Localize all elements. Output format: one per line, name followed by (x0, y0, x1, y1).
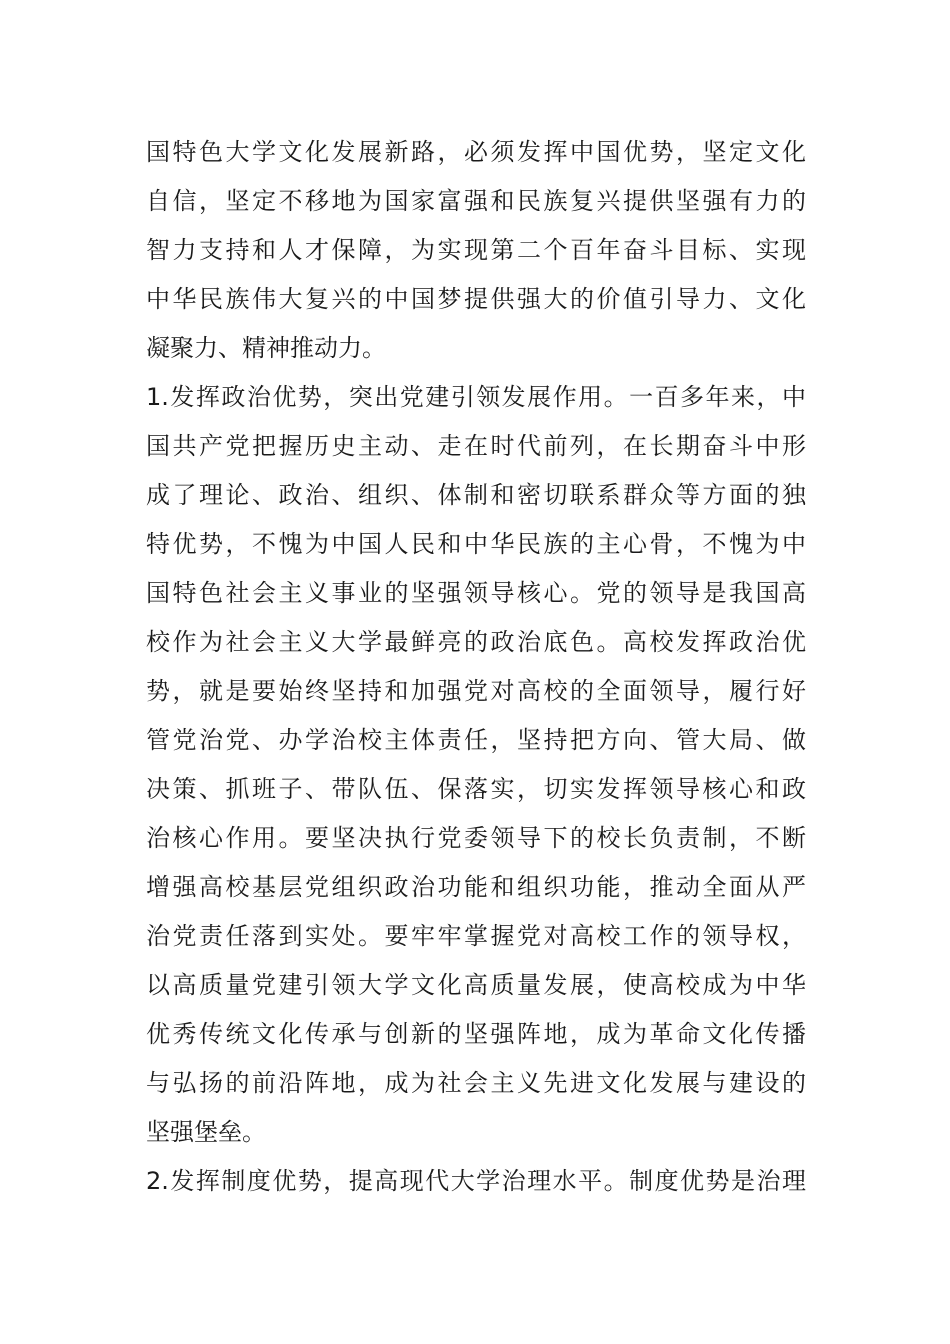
text-line-8: 成了理论、政治、组织、体制和密切联系群众等方面的独 (146, 481, 806, 509)
text-line-11: 校作为社会主义大学最鲜亮的政治底色。高校发挥政治优 (146, 628, 806, 656)
text-line-1: 国特色大学文化发展新路，必须发挥中国优势，坚定文化 (146, 138, 806, 166)
text-line-9: 特优势，不愧为中国人民和中华民族的主心骨，不愧为中 (146, 530, 806, 558)
text-line-4: 中华民族伟大复兴的中国梦提供强大的价值引导力、文化 (146, 285, 806, 313)
text-line-17: 治党责任落到实处。要牢牢掌握党对高校工作的领导权， (146, 922, 806, 950)
text-line-21: 坚强堡垒。 (146, 1118, 266, 1146)
section-1-heading-line: 1.发挥政治优势，突出党建引领发展作用。一百多年来，中 (146, 383, 806, 411)
text-line-20: 与弘扬的前沿阵地，成为社会主义先进文化发展与建设的 (146, 1069, 806, 1097)
text-line-19: 优秀传统文化传承与创新的坚强阵地，成为革命文化传播 (146, 1020, 806, 1048)
text-line-2: 自信，坚定不移地为国家富强和民族复兴提供坚强有力的 (146, 187, 806, 215)
body-text (146, 128, 806, 1206)
text-line-10: 国特色社会主义事业的坚强领导核心。党的领导是我国高 (146, 579, 806, 607)
text-line-18: 以高质量党建引领大学文化高质量发展，使高校成为中华 (146, 971, 806, 999)
text-line-14: 决策、抓班子、带队伍、保落实，切实发挥领导核心和政 (146, 775, 806, 803)
text-line-15: 治核心作用。要坚决执行党委领导下的校长负责制，不断 (146, 824, 806, 852)
text-line-7: 国共产党把握历史主动、走在时代前列，在长期奋斗中形 (146, 432, 806, 460)
text-line-13: 管党治党、办学治校主体责任，坚持把方向、管大局、做 (146, 726, 806, 754)
text-line-5: 凝聚力、精神推动力。 (146, 334, 386, 362)
text-line-3: 智力支持和人才保障，为实现第二个百年奋斗目标、实现 (146, 236, 806, 264)
section-2-heading-line: 2.发挥制度优势，提高现代大学治理水平。制度优势是治理 (146, 1167, 806, 1195)
text-line-12: 势，就是要始终坚持和加强党对高校的全面领导，履行好 (146, 677, 806, 705)
text-line-16: 增强高校基层党组织政治功能和组织功能，推动全面从严 (146, 873, 806, 901)
